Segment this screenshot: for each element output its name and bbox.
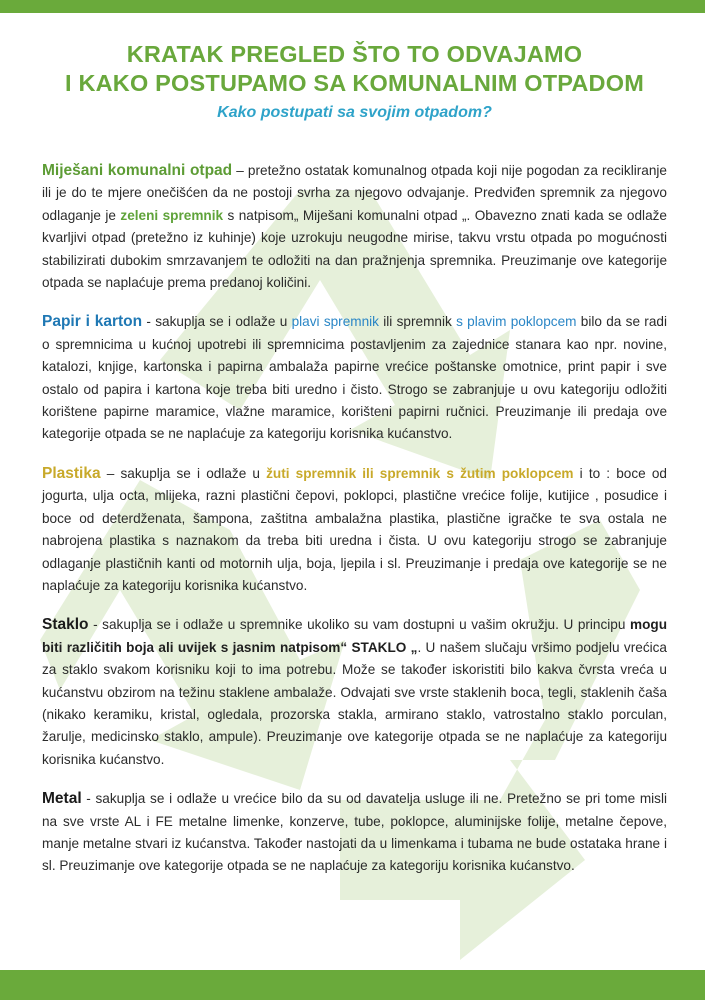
paper-heading: Papir i karton [42,313,143,331]
plastic-text-1: – sakuplja se i odlaže u [100,465,267,481]
glass-text-1: - sakuplja se i odlaže u spremnike ukoliko su vam dostupni u vašim okružju. U principu [88,617,630,633]
section-mixed-waste [42,160,667,294]
section-paper [42,311,667,445]
bottom-green-bar [0,970,705,1000]
title-line-2: I KAKO POSTUPAMO SA KOMUNALNIM OTPADOM [65,70,644,96]
page-subtitle: Kako postupati sa svojim otpadom? [217,104,492,121]
section-metal [42,788,667,878]
section-glass [42,614,667,771]
metal-text-1: - sakuplja se i odlaže u vrećice bilo da su od davatelja usluge ili ne. Pretežno se pri tome misli na sve vrste AL i FE metalne limenke, konzerve, tube, poklopce, aluminijske folije, metalne čepove, manje metalne stvari iz kućanstva. Također nastojati da u limenkama i tubama ne bude ostataka hrane i sl. Preuzimanje ove kategorije otpada se ne naplaćuje za kategoriju korisnika kućanstvo. [42,791,667,874]
plastic-text-2: i to : boce od jogurta, ulja octa, mlijeka, razni plastični čepovi, poklopci, plastične vrećice folije, kutijice , posudice i boce od deterdženata, šampona, zaštitna ambalažna plastika, plastične igračke te sva ostala ne nabrojena plastika s naznakom da treba biti uredna i čista. U ovu kategoriju strogo se zabranjuje odlaganje plastičnih kanti od motornih ulja, boja, ljepila i sl. Preuzimanje i predaja ove kategorije se ne naplaćuje za kategoriju korisnika kućanstvo. [42,465,667,593]
plastic-heading: Plastika [42,464,101,482]
glass-bag-label: mogu biti različitih boja ali uvijek s jasnim natpisom“ STAKLO „ [42,617,667,655]
paper-text-2: ili spremnik [378,314,457,330]
section-plastic [42,463,667,597]
plastic-container-label: žuti spremnik ili spremnik s žutim poklopcem [266,465,574,481]
metal-heading: Metal [42,790,82,808]
document-content [42,40,667,878]
mixed-waste-text-1: – pretežno ostatak komunalnog otpada koji nije pogodan za recikliranje ili je do te mjere onečišćen da ne postoji svrha za njegovo odvajanje. Predviđen spremnik za njegovo odlaganje je [42,163,667,223]
mixed-waste-text-2: s natpisom„ Miješani komunalni otpad „. Obavezno znati kada se odlaže kvarljivi otpad (pretežno iz kuhinje) koje uzrokuju neugodne mirise, takvu vrstu otpada po mogućnosti stabilizirati dubokim smrzavanjem te odložiti na dan pražnjenja spremnika. Preuzimanje ove kategorije otpada se naplaćuje prema predanoj količini. [42,207,667,291]
glass-heading: Staklo [42,616,89,634]
title-line-1: KRATAK PREGLED ŠTO TO ODVAJAMO [126,41,583,67]
glass-text-2: . U našem slučaju vršimo podjelu vrećica za staklo svakom korisniku koji to ima potrebu. Može se također iskoristiti bilo kakva čvrsta vreća u kućanstvu obzirom na težinu staklene ambalaže. Odvajati sve vrste staklenih boca, tegli, staklenih čaša (nikako keramiku, kristal, ogledala, prozorska stakla, armirano staklo, vatrostalno staklo porculan, žarulje, medicinsko staklo, ampule). Preuzimanje ove kategorije otpada se ne naplaćuje za kategoriju korisnika kućanstvo. [42,639,667,767]
paper-lid-label: s plavim poklopcem [456,314,577,330]
paper-container-label: plavi spremnik [291,314,379,330]
paper-text-1: - sakuplja se i odlaže u [142,314,292,330]
page-title [42,40,667,98]
mixed-waste-container-label: zeleni spremnik [120,207,224,223]
paper-text-3: bilo da se radi o spremnicima u kućnoj upotrebi ili spremnicima postavljenim za zajednice stanara kao npr. novine, katalozi, knjige, kartonska i papirna ambalaža papirne vrećice poštanske omotnice, print papir i sve ostalo od papira i kartona koje treba biti uredno i čisto. Strogo se zabranjuje u ovu kategoriju odložiti korištene papirne maramice, vlažne maramice, korišteni papirni ručnici. Preuzimanje ili predaja ove kategorije otpada se ne naplaćuje za kategoriju korisnika kućanstvo. [42,314,667,442]
mixed-waste-heading: Miješani komunalni otpad [42,162,233,179]
